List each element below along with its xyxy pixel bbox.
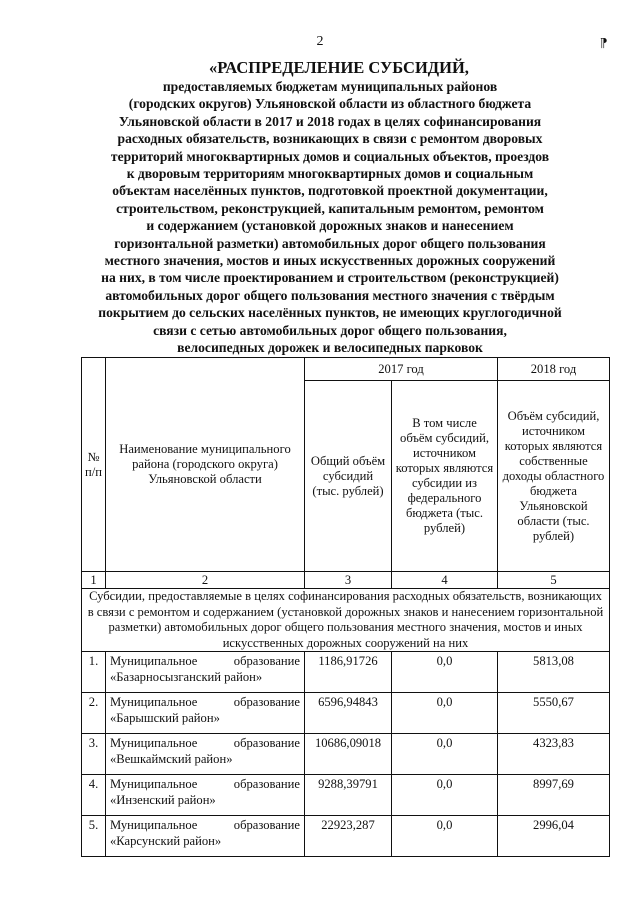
header-federal-2017: В том числе объём субсидий, источником которых являются субсидии из федерального бюджета (тыс. рублей) [392, 381, 498, 572]
header-year-2017: 2017 год [305, 358, 498, 381]
row-federal-2017: 0,0 [392, 693, 498, 734]
row-index: 2. [82, 693, 106, 734]
row-total-2017: 10686,09018 [305, 734, 392, 775]
column-number: 2 [106, 572, 305, 589]
title-line: на них, в том числе проектированием и строительством (реконструкцией) [101, 270, 559, 286]
table-row [82, 816, 610, 857]
title-line: автомобильных дорог общего пользования местного значения с твёрдым [105, 287, 555, 303]
row-total-2017: 22923,287 [305, 816, 392, 857]
row-own-2018: 5550,67 [498, 693, 610, 734]
title-line: строительством, реконструкцией, капитальным ремонтом, ремонтом [116, 200, 544, 216]
table-row [82, 734, 610, 775]
row-name: Муниципальное образование «Базарносызганский район» [106, 652, 305, 693]
section-title: Субсидии, предоставляемые в целях софинансирования расходных обязательств, возникающих в связи с ремонтом и содержанием (установкой дорожных знаков и нанесением горизонтальной разметки) автомобильных дорог общего пользования местного значения, мостов и иных искусственных дорожных сооружений на них [82, 589, 610, 652]
title-line: и содержанием (установкой дорожных знаков и нанесением [146, 218, 514, 234]
row-total-2017: 1186,91726 [305, 652, 392, 693]
row-own-2018: 8997,69 [498, 775, 610, 816]
title-main: «РАСПРЕДЕЛЕНИЕ СУБСИДИЙ, [209, 58, 469, 77]
row-federal-2017: 0,0 [392, 775, 498, 816]
row-name: Муниципальное образование «Инзенский район» [106, 775, 305, 816]
header-name: Наименование муниципального района (городского округа) Ульяновской области [106, 358, 305, 572]
row-name: Муниципальное образование «Вешкаймский район» [106, 734, 305, 775]
column-number: 4 [392, 572, 498, 589]
title-line: Ульяновской области в 2017 и 2018 годах в целях софинансирования [118, 113, 542, 129]
row-index: 3. [82, 734, 106, 775]
title-line: покрытием до сельских населённых пунктов, не имеющих круглогодичной [98, 305, 562, 321]
header-index: № п/п [82, 358, 106, 572]
corner-mark: ⁋ [600, 36, 608, 50]
header-own-2018: Объём субсидий, источником которых являются собственные доходы областного бюджета Ульяновской области (тыс. рублей) [498, 381, 610, 572]
column-number: 3 [305, 572, 392, 589]
row-own-2018: 5813,08 [498, 652, 610, 693]
row-federal-2017: 0,0 [392, 816, 498, 857]
document-title [40, 58, 620, 357]
title-line: местного значения, мостов и иных искусственных дорожных сооружений [104, 253, 556, 269]
row-federal-2017: 0,0 [392, 734, 498, 775]
column-number: 1 [82, 572, 106, 589]
title-line: велосипедных дорожек и велосипедных парковок [177, 340, 483, 356]
row-index: 4. [82, 775, 106, 816]
table-row [82, 775, 610, 816]
row-federal-2017: 0,0 [392, 652, 498, 693]
row-name: Муниципальное образование «Барышский район» [106, 693, 305, 734]
title-line: расходных обязательств, возникающих в связи с ремонтом дворовых [117, 131, 543, 147]
title-line: объектам населённых пунктов, подготовкой проектной документации, [112, 183, 548, 199]
table-row [82, 693, 610, 734]
row-own-2018: 2996,04 [498, 816, 610, 857]
title-line: горизонтальной разметки) автомобильных дорог общего пользования [114, 235, 546, 251]
title-line: к дворовым территориям многоквартирных домов и социальным [126, 166, 534, 182]
row-index: 1. [82, 652, 106, 693]
subsidy-table [81, 357, 610, 857]
title-line: предоставляемых бюджетам муниципальных районов [162, 79, 498, 94]
row-index: 5. [82, 816, 106, 857]
title-line: (городских округов) Ульяновской области из областного бюджета [128, 96, 532, 112]
row-own-2018: 4323,83 [498, 734, 610, 775]
header-year-2018: 2018 год [498, 358, 610, 381]
title-line: связи с сетью автомобильных дорог общего пользования, [153, 322, 507, 338]
page-number: 2 [316, 34, 324, 49]
table-row [82, 652, 610, 693]
row-total-2017: 9288,39791 [305, 775, 392, 816]
header-total-2017: Общий объём субсидий (тыс. рублей) [305, 381, 392, 572]
row-total-2017: 6596,94843 [305, 693, 392, 734]
column-number: 5 [498, 572, 610, 589]
title-line: территорий многоквартирных домов и социальных объектов, проездов [110, 148, 550, 164]
row-name: Муниципальное образование «Карсунский район» [106, 816, 305, 857]
